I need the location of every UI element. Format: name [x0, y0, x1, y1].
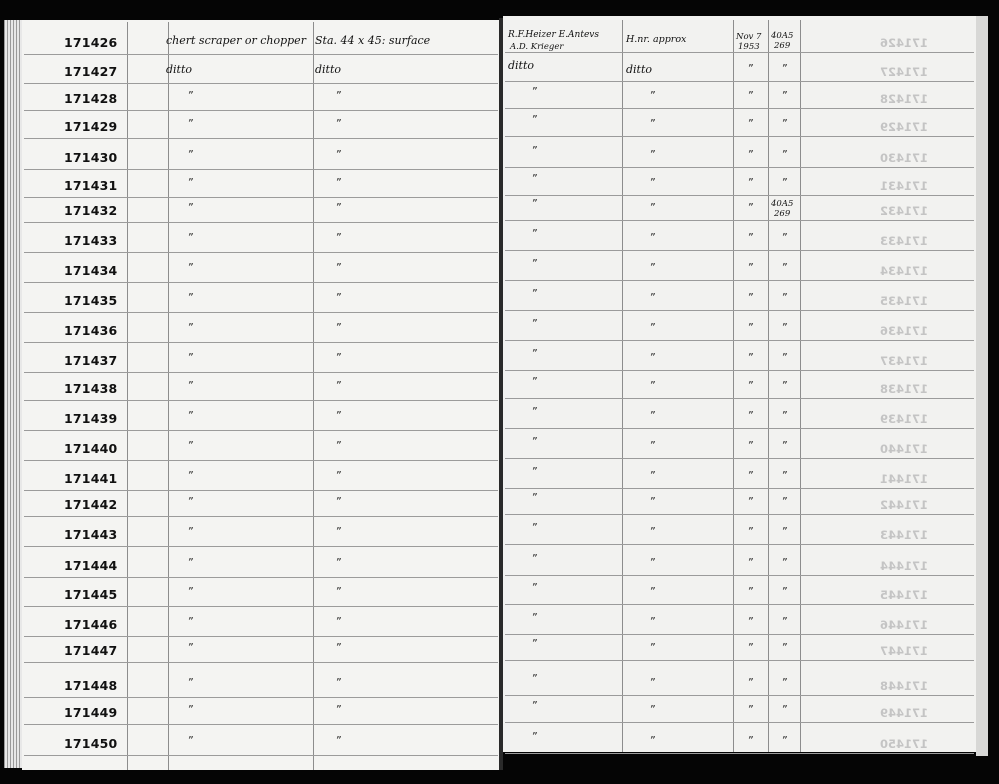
description-cell: ”: [188, 321, 194, 334]
catalog-number: 171440: [64, 441, 118, 456]
date-cell: ”: [748, 89, 754, 102]
collector-cell: ”: [532, 287, 538, 300]
accession-cell: ”: [782, 321, 788, 334]
locality-cell: ditto: [315, 63, 342, 76]
accession-secondary: 269: [774, 41, 791, 51]
row-rule: [505, 604, 974, 605]
type-cell: ”: [650, 351, 656, 364]
description-cell: ”: [188, 148, 194, 161]
row-rule: [505, 722, 974, 723]
column-rule: [127, 22, 128, 770]
row-rule: [24, 460, 498, 461]
locality-cell: ”: [336, 321, 342, 334]
catalog-number: 171445: [64, 587, 118, 602]
collector-cell: ditto: [508, 59, 535, 72]
row-rule: [505, 167, 974, 168]
catalog-number: 171450: [64, 736, 118, 751]
collector-cell: ”: [532, 227, 538, 240]
collector-cell: ”: [532, 85, 538, 98]
bleed-through-number: 171448: [880, 679, 929, 693]
description-cell: ”: [188, 351, 194, 364]
type-cell: ”: [650, 117, 656, 130]
date-cell: ”: [748, 291, 754, 304]
accession-cell: ”: [782, 439, 788, 452]
date-cell: ”: [748, 495, 754, 508]
locality-cell: ”: [336, 734, 342, 747]
column-rule: [622, 20, 623, 752]
locality-cell: ”: [336, 261, 342, 274]
date-cell: ”: [748, 525, 754, 538]
collector-cell: ”: [532, 521, 538, 534]
date-cell: ”: [748, 641, 754, 654]
bleed-through-number: 171428: [880, 92, 929, 106]
accession-cell: ”: [782, 495, 788, 508]
row-rule: [24, 110, 498, 111]
row-rule: [24, 546, 498, 547]
bleed-through-number: 171441: [880, 472, 929, 486]
row-rule: [24, 312, 498, 313]
type-cell: ”: [650, 148, 656, 161]
collector-cell: ”: [532, 144, 538, 157]
locality-cell: ”: [336, 409, 342, 422]
description-cell: ”: [188, 556, 194, 569]
accession-cell: ”: [782, 469, 788, 482]
bleed-through-number: 171436: [880, 324, 929, 338]
collector-secondary: A.D. Krieger: [510, 42, 564, 52]
description-cell: ”: [188, 261, 194, 274]
type-cell: ”: [650, 676, 656, 689]
bleed-through-number: 171427: [880, 65, 929, 79]
type-cell: ”: [650, 89, 656, 102]
description-cell: ”: [188, 585, 194, 598]
collector-cell: ”: [532, 637, 538, 650]
type-cell: ”: [650, 261, 656, 274]
locality-cell: ”: [336, 676, 342, 689]
type-cell: ”: [650, 641, 656, 654]
accession-cell: ”: [782, 615, 788, 628]
row-rule: [24, 169, 498, 170]
row-rule: [505, 544, 974, 545]
row-rule: [505, 250, 974, 251]
date-cell: Nov 7: [736, 32, 762, 42]
bleed-through-number: 171429: [880, 120, 929, 134]
bleed-through-number: 171426: [880, 36, 929, 50]
catalog-number: 171427: [64, 64, 118, 79]
type-cell: ”: [650, 703, 656, 716]
row-rule: [505, 52, 974, 53]
accession-secondary: 269: [774, 209, 791, 219]
collector-cell: ”: [532, 465, 538, 478]
date-cell: ”: [748, 201, 754, 214]
row-rule: [24, 516, 498, 517]
row-rule: [505, 280, 974, 281]
locality-cell: ”: [336, 525, 342, 538]
row-rule: [24, 222, 498, 223]
date-cell: ”: [748, 676, 754, 689]
row-rule: [24, 724, 498, 725]
accession-cell: ”: [782, 641, 788, 654]
locality-cell: ”: [336, 495, 342, 508]
description-cell: ”: [188, 615, 194, 628]
row-rule: [505, 514, 974, 515]
row-rule: [24, 197, 498, 198]
row-rule: [24, 636, 498, 637]
type-cell: ”: [650, 525, 656, 538]
date-cell: ”: [748, 703, 754, 716]
description-cell: ”: [188, 469, 194, 482]
row-rule: [505, 81, 974, 82]
row-rule: [505, 458, 974, 459]
date-cell: ”: [748, 321, 754, 334]
type-cell: ”: [650, 469, 656, 482]
catalog-number: 171442: [64, 497, 118, 512]
bleed-through-number: 171447: [880, 644, 929, 658]
accession-cell: ”: [782, 117, 788, 130]
accession-cell: ”: [782, 556, 788, 569]
accession-cell: ”: [782, 62, 788, 75]
bleed-through-number: 171438: [880, 382, 929, 396]
accession-cell: ”: [782, 409, 788, 422]
row-rule: [505, 340, 974, 341]
catalog-number: 171434: [64, 263, 118, 278]
date-cell: ”: [748, 439, 754, 452]
collector-cell: ”: [532, 197, 538, 210]
description-cell: ”: [188, 676, 194, 689]
collector-cell: ”: [532, 581, 538, 594]
row-rule: [24, 577, 498, 578]
accession-cell: ”: [782, 703, 788, 716]
bleed-through-number: 171439: [880, 412, 929, 426]
locality-cell: ”: [336, 117, 342, 130]
accession-cell: ”: [782, 734, 788, 747]
description-cell: ”: [188, 734, 194, 747]
catalog-number: 171447: [64, 643, 118, 658]
locality-cell: ”: [336, 703, 342, 716]
catalog-number: 171437: [64, 353, 118, 368]
bleed-through-number: 171445: [880, 588, 929, 602]
bleed-through-number: 171431: [880, 179, 929, 193]
description-cell: ”: [188, 409, 194, 422]
bleed-through-number: 171437: [880, 354, 929, 368]
locality-cell: ”: [336, 615, 342, 628]
type-cell: ”: [650, 585, 656, 598]
collector-cell: ”: [532, 672, 538, 685]
row-rule: [505, 370, 974, 371]
catalog-number: 171431: [64, 178, 118, 193]
locality-cell: ”: [336, 556, 342, 569]
collector-cell: ”: [532, 611, 538, 624]
accession-cell: ”: [782, 525, 788, 538]
date-cell: ”: [748, 379, 754, 392]
date-cell: ”: [748, 117, 754, 130]
locality-cell: Sta. 44 x 45: surface: [315, 34, 431, 47]
locality-cell: ”: [336, 231, 342, 244]
type-cell: H.nr. approx: [626, 34, 687, 45]
description-cell: chert scraper or chopper: [166, 34, 306, 47]
type-cell: ditto: [626, 63, 653, 76]
locality-cell: ”: [336, 176, 342, 189]
type-cell: ”: [650, 379, 656, 392]
description-cell: ”: [188, 89, 194, 102]
bleed-through-number: 171430: [880, 151, 929, 165]
column-rule: [768, 20, 769, 752]
bleed-through-number: 171432: [880, 204, 929, 218]
type-cell: ”: [650, 231, 656, 244]
accession-cell: ”: [782, 351, 788, 364]
row-rule: [505, 310, 974, 311]
date-cell: ”: [748, 585, 754, 598]
collector-cell: ”: [532, 730, 538, 743]
catalog-number: 171429: [64, 119, 118, 134]
collector-cell: ”: [532, 113, 538, 126]
date-cell: ”: [748, 615, 754, 628]
description-cell: ”: [188, 291, 194, 304]
row-rule: [505, 108, 974, 109]
catalog-number: 171435: [64, 293, 118, 308]
type-cell: ”: [650, 409, 656, 422]
bleed-through-number: 171435: [880, 294, 929, 308]
catalog-number: 171446: [64, 617, 118, 632]
catalog-number: 171443: [64, 527, 118, 542]
description-cell: ”: [188, 231, 194, 244]
row-rule: [24, 400, 498, 401]
row-rule: [505, 136, 974, 137]
locality-cell: ”: [336, 201, 342, 214]
collector-cell: ”: [532, 317, 538, 330]
date-cell: ”: [748, 734, 754, 747]
row-rule: [505, 488, 974, 489]
type-cell: ”: [650, 495, 656, 508]
column-rule: [168, 22, 169, 770]
page-edge-stack: [4, 20, 24, 768]
row-rule: [24, 430, 498, 431]
date-cell: ”: [748, 62, 754, 75]
locality-cell: ”: [336, 89, 342, 102]
row-rule: [24, 282, 498, 283]
column-rule: [800, 20, 801, 752]
row-rule: [505, 634, 974, 635]
collector-cell: ”: [532, 405, 538, 418]
row-rule: [505, 195, 974, 196]
catalog-number: 171433: [64, 233, 118, 248]
page-outer-edge: [976, 16, 988, 756]
date-year: 1953: [738, 42, 760, 52]
row-rule: [505, 695, 974, 696]
row-rule: [24, 83, 498, 84]
catalog-number: 171449: [64, 705, 118, 720]
accession-cell: 40A5: [771, 31, 794, 41]
collector-cell: ”: [532, 347, 538, 360]
bleed-through-number: 171440: [880, 442, 929, 456]
row-rule: [505, 753, 974, 754]
bleed-through-number: 171434: [880, 264, 929, 278]
date-cell: ”: [748, 231, 754, 244]
accession-cell: ”: [782, 291, 788, 304]
locality-cell: ”: [336, 148, 342, 161]
locality-cell: ”: [336, 291, 342, 304]
bleed-through-number: 171446: [880, 618, 929, 632]
accession-cell: ”: [782, 231, 788, 244]
row-rule: [24, 490, 498, 491]
locality-cell: ”: [336, 585, 342, 598]
column-rule: [733, 20, 734, 752]
type-cell: ”: [650, 201, 656, 214]
catalog-number: 171436: [64, 323, 118, 338]
collector-cell: ”: [532, 491, 538, 504]
column-rule: [313, 22, 314, 770]
type-cell: ”: [650, 439, 656, 452]
catalog-number: 171438: [64, 381, 118, 396]
catalog-number: 171441: [64, 471, 118, 486]
collector-cell: ”: [532, 257, 538, 270]
catalog-number: 171430: [64, 150, 118, 165]
description-cell: ”: [188, 176, 194, 189]
row-rule: [24, 606, 498, 607]
description-cell: ”: [188, 379, 194, 392]
locality-cell: ”: [336, 641, 342, 654]
accession-cell: ”: [782, 261, 788, 274]
type-cell: ”: [650, 734, 656, 747]
collector-cell: ”: [532, 375, 538, 388]
bleed-through-number: 171450: [880, 737, 929, 751]
catalog-number: 171444: [64, 558, 118, 573]
row-rule: [24, 755, 498, 756]
catalog-number: 171432: [64, 203, 118, 218]
row-rule: [505, 398, 974, 399]
description-cell: ”: [188, 641, 194, 654]
locality-cell: ”: [336, 351, 342, 364]
date-cell: ”: [748, 148, 754, 161]
catalog-number: 171428: [64, 91, 118, 106]
accession-cell: ”: [782, 148, 788, 161]
catalog-number: 171439: [64, 411, 118, 426]
collector-cell: R.F.Heizer E.Antevs: [508, 30, 599, 40]
row-rule: [505, 220, 974, 221]
accession-cell: ”: [782, 89, 788, 102]
type-cell: ”: [650, 321, 656, 334]
collector-cell: ”: [532, 435, 538, 448]
row-rule: [24, 342, 498, 343]
description-cell: ”: [188, 117, 194, 130]
type-cell: ”: [650, 556, 656, 569]
accession-cell: ”: [782, 676, 788, 689]
type-cell: ”: [650, 615, 656, 628]
description-cell: ”: [188, 439, 194, 452]
row-rule: [24, 697, 498, 698]
collector-cell: ”: [532, 552, 538, 565]
locality-cell: ”: [336, 439, 342, 452]
description-cell: ”: [188, 201, 194, 214]
collector-cell: ”: [532, 172, 538, 185]
row-rule: [24, 662, 498, 663]
date-cell: ”: [748, 556, 754, 569]
row-rule: [24, 252, 498, 253]
description-cell: ”: [188, 703, 194, 716]
bleed-through-number: 171442: [880, 498, 929, 512]
accession-cell: ”: [782, 585, 788, 598]
accession-cell: ”: [782, 379, 788, 392]
accession-cell: ”: [782, 176, 788, 189]
description-cell: ”: [188, 525, 194, 538]
description-cell: ”: [188, 495, 194, 508]
accession-cell: 40A5: [771, 199, 794, 209]
description-cell: ditto: [166, 63, 193, 76]
date-cell: ”: [748, 176, 754, 189]
row-rule: [505, 575, 974, 576]
row-rule: [505, 660, 974, 661]
date-cell: ”: [748, 351, 754, 364]
date-cell: ”: [748, 469, 754, 482]
bleed-through-number: 171444: [880, 559, 929, 573]
type-cell: ”: [650, 176, 656, 189]
date-cell: ”: [748, 261, 754, 274]
locality-cell: ”: [336, 379, 342, 392]
type-cell: ”: [650, 291, 656, 304]
locality-cell: ”: [336, 469, 342, 482]
bleed-through-number: 171449: [880, 706, 929, 720]
catalog-number: 171448: [64, 678, 118, 693]
row-rule: [24, 54, 498, 55]
row-rule: [24, 138, 498, 139]
bleed-through-number: 171433: [880, 234, 929, 248]
collector-cell: ”: [532, 699, 538, 712]
catalog-number: 171426: [64, 35, 118, 50]
bleed-through-number: 171443: [880, 528, 929, 542]
row-rule: [24, 372, 498, 373]
date-cell: ”: [748, 409, 754, 422]
row-rule: [505, 428, 974, 429]
